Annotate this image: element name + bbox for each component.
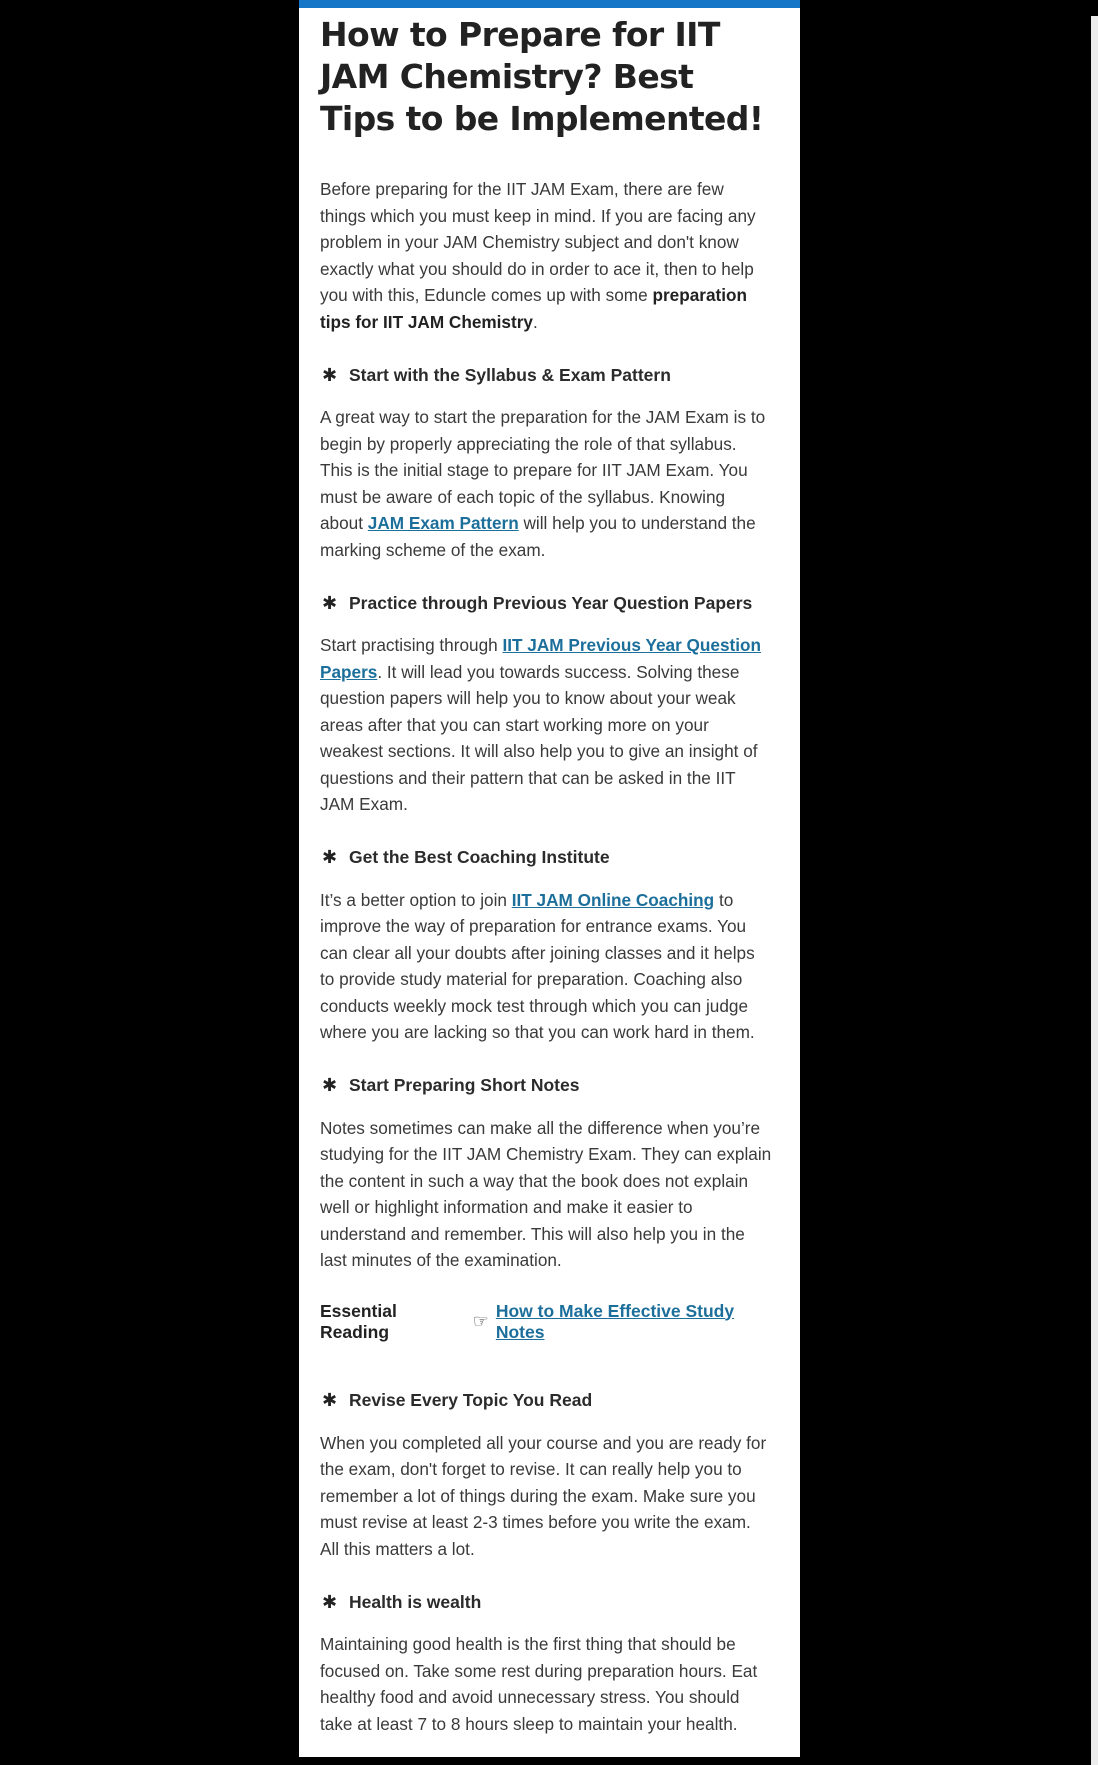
essential-reading xyxy=(320,1301,772,1343)
paragraph-text: It’s a better option to join xyxy=(320,889,512,910)
paragraph-text: to improve the way of preparation for entrance exams. You can clear all your doubts after joining classes and it helps to provide study material for preparation. Coaching also conducts weekly mock test through which you can judge where you are lacking so that you can work hard in them. xyxy=(320,889,755,1042)
intro-text-end: . xyxy=(532,311,538,332)
essential-reading-label: Essential Reading xyxy=(320,1300,397,1342)
pointing-hand-icon: ☞ xyxy=(472,1311,489,1331)
section-paragraph-syllabus xyxy=(320,404,772,563)
paragraph-text: Start practising through xyxy=(320,635,503,655)
section-heading-text: Practice through Previous Year Question Papers xyxy=(349,592,753,613)
section-heading-text: Health is wealth xyxy=(349,1591,482,1612)
article-page xyxy=(299,0,800,1757)
section-heading-revise xyxy=(320,1389,772,1413)
asterisk-bullet-icon: ✱ xyxy=(322,592,338,613)
asterisk-bullet-icon: ✱ xyxy=(322,1075,338,1095)
intro-paragraph xyxy=(320,176,772,335)
section-heading-previous-papers xyxy=(320,591,772,615)
section-paragraph-previous-papers xyxy=(320,632,772,818)
asterisk-bullet-icon: ✱ xyxy=(322,364,338,385)
section-heading-syllabus xyxy=(320,363,772,387)
section-heading-text: Revise Every Topic You Read xyxy=(349,1390,593,1410)
intro-bold-text: preparation tips for IIT JAM Chemistry xyxy=(320,285,748,332)
intro-text: Before preparing for the IIT JAM Exam, there are few things which you must keep in mind. If you are facing any problem in your JAM Chemistry subject and don't know exactly what you should do in order to ace it, then to help you with this, Eduncle comes up with some xyxy=(320,179,756,305)
online-coaching-link[interactable]: IIT JAM Online Coaching xyxy=(511,889,715,910)
section-paragraph-short-notes: Notes sometimes can make all the difference when you’re studying for the IIT JAM Chemistry Exam. They can explain the content in such a way that the book does not explain well or highlight information and make it easier to understand and remember. This will also help you in the last minutes of the examination. xyxy=(320,1117,772,1270)
article-title: How to Prepare for IIT JAM Chemistry? Best Tips to be Implemented! xyxy=(320,15,764,138)
jam-exam-pattern-link[interactable]: JAM Exam Pattern xyxy=(367,513,519,533)
section-heading-text: Get the Best Coaching Institute xyxy=(349,847,610,867)
section-heading-short-notes xyxy=(320,1074,772,1098)
scrollbar[interactable] xyxy=(1091,16,1098,1765)
section-heading-health xyxy=(320,1590,772,1614)
paragraph-text: . It will lead you towards success. Solving these question papers will help you to know about your weak areas after that you can start working more on your weakest sections. It will also help you to give an insight of questions and their pattern that can be asked in the IIT JAM Exam. xyxy=(320,661,758,814)
section-paragraph-coaching xyxy=(320,887,772,1046)
asterisk-bullet-icon: ✱ xyxy=(322,847,338,867)
section-heading-coaching xyxy=(320,846,772,870)
section-paragraph-revise: When you completed all your course and you are ready for the exam, don't forget to revise. It can really help you to remember a lot of things during the exam. Make sure you must revise at least 2-3 times before you write the exam. All this matters a lot. xyxy=(320,1432,767,1559)
asterisk-bullet-icon: ✱ xyxy=(322,1390,338,1410)
paragraph-text: will help you to understand the marking scheme of the exam. xyxy=(320,513,756,560)
paragraph-text: A great way to start the preparation for the JAM Exam is to begin by properly appreciating the role of that syllabus. This is the initial stage to prepare for IIT JAM Exam. You must be aware of each topic of the syllabus. Knowing about xyxy=(320,407,766,533)
section-paragraph-health: Maintaining good health is the first thing that should be focused on. Take some rest during preparation hours. Eat healthy food and avoid unnecessary stress. You should take at least 7 to 8 hours sleep to maintain your health. xyxy=(320,1634,758,1734)
section-heading-text: Start with the Syllabus & Exam Pattern xyxy=(349,364,671,385)
section-heading-text: Start Preparing Short Notes xyxy=(349,1075,580,1095)
asterisk-bullet-icon: ✱ xyxy=(322,1591,338,1612)
article-content xyxy=(320,8,772,1737)
study-notes-link[interactable]: How to Make Effective Study Notes xyxy=(495,1300,735,1342)
previous-year-papers-link[interactable]: IIT JAM Previous Year Question Papers xyxy=(320,635,762,682)
